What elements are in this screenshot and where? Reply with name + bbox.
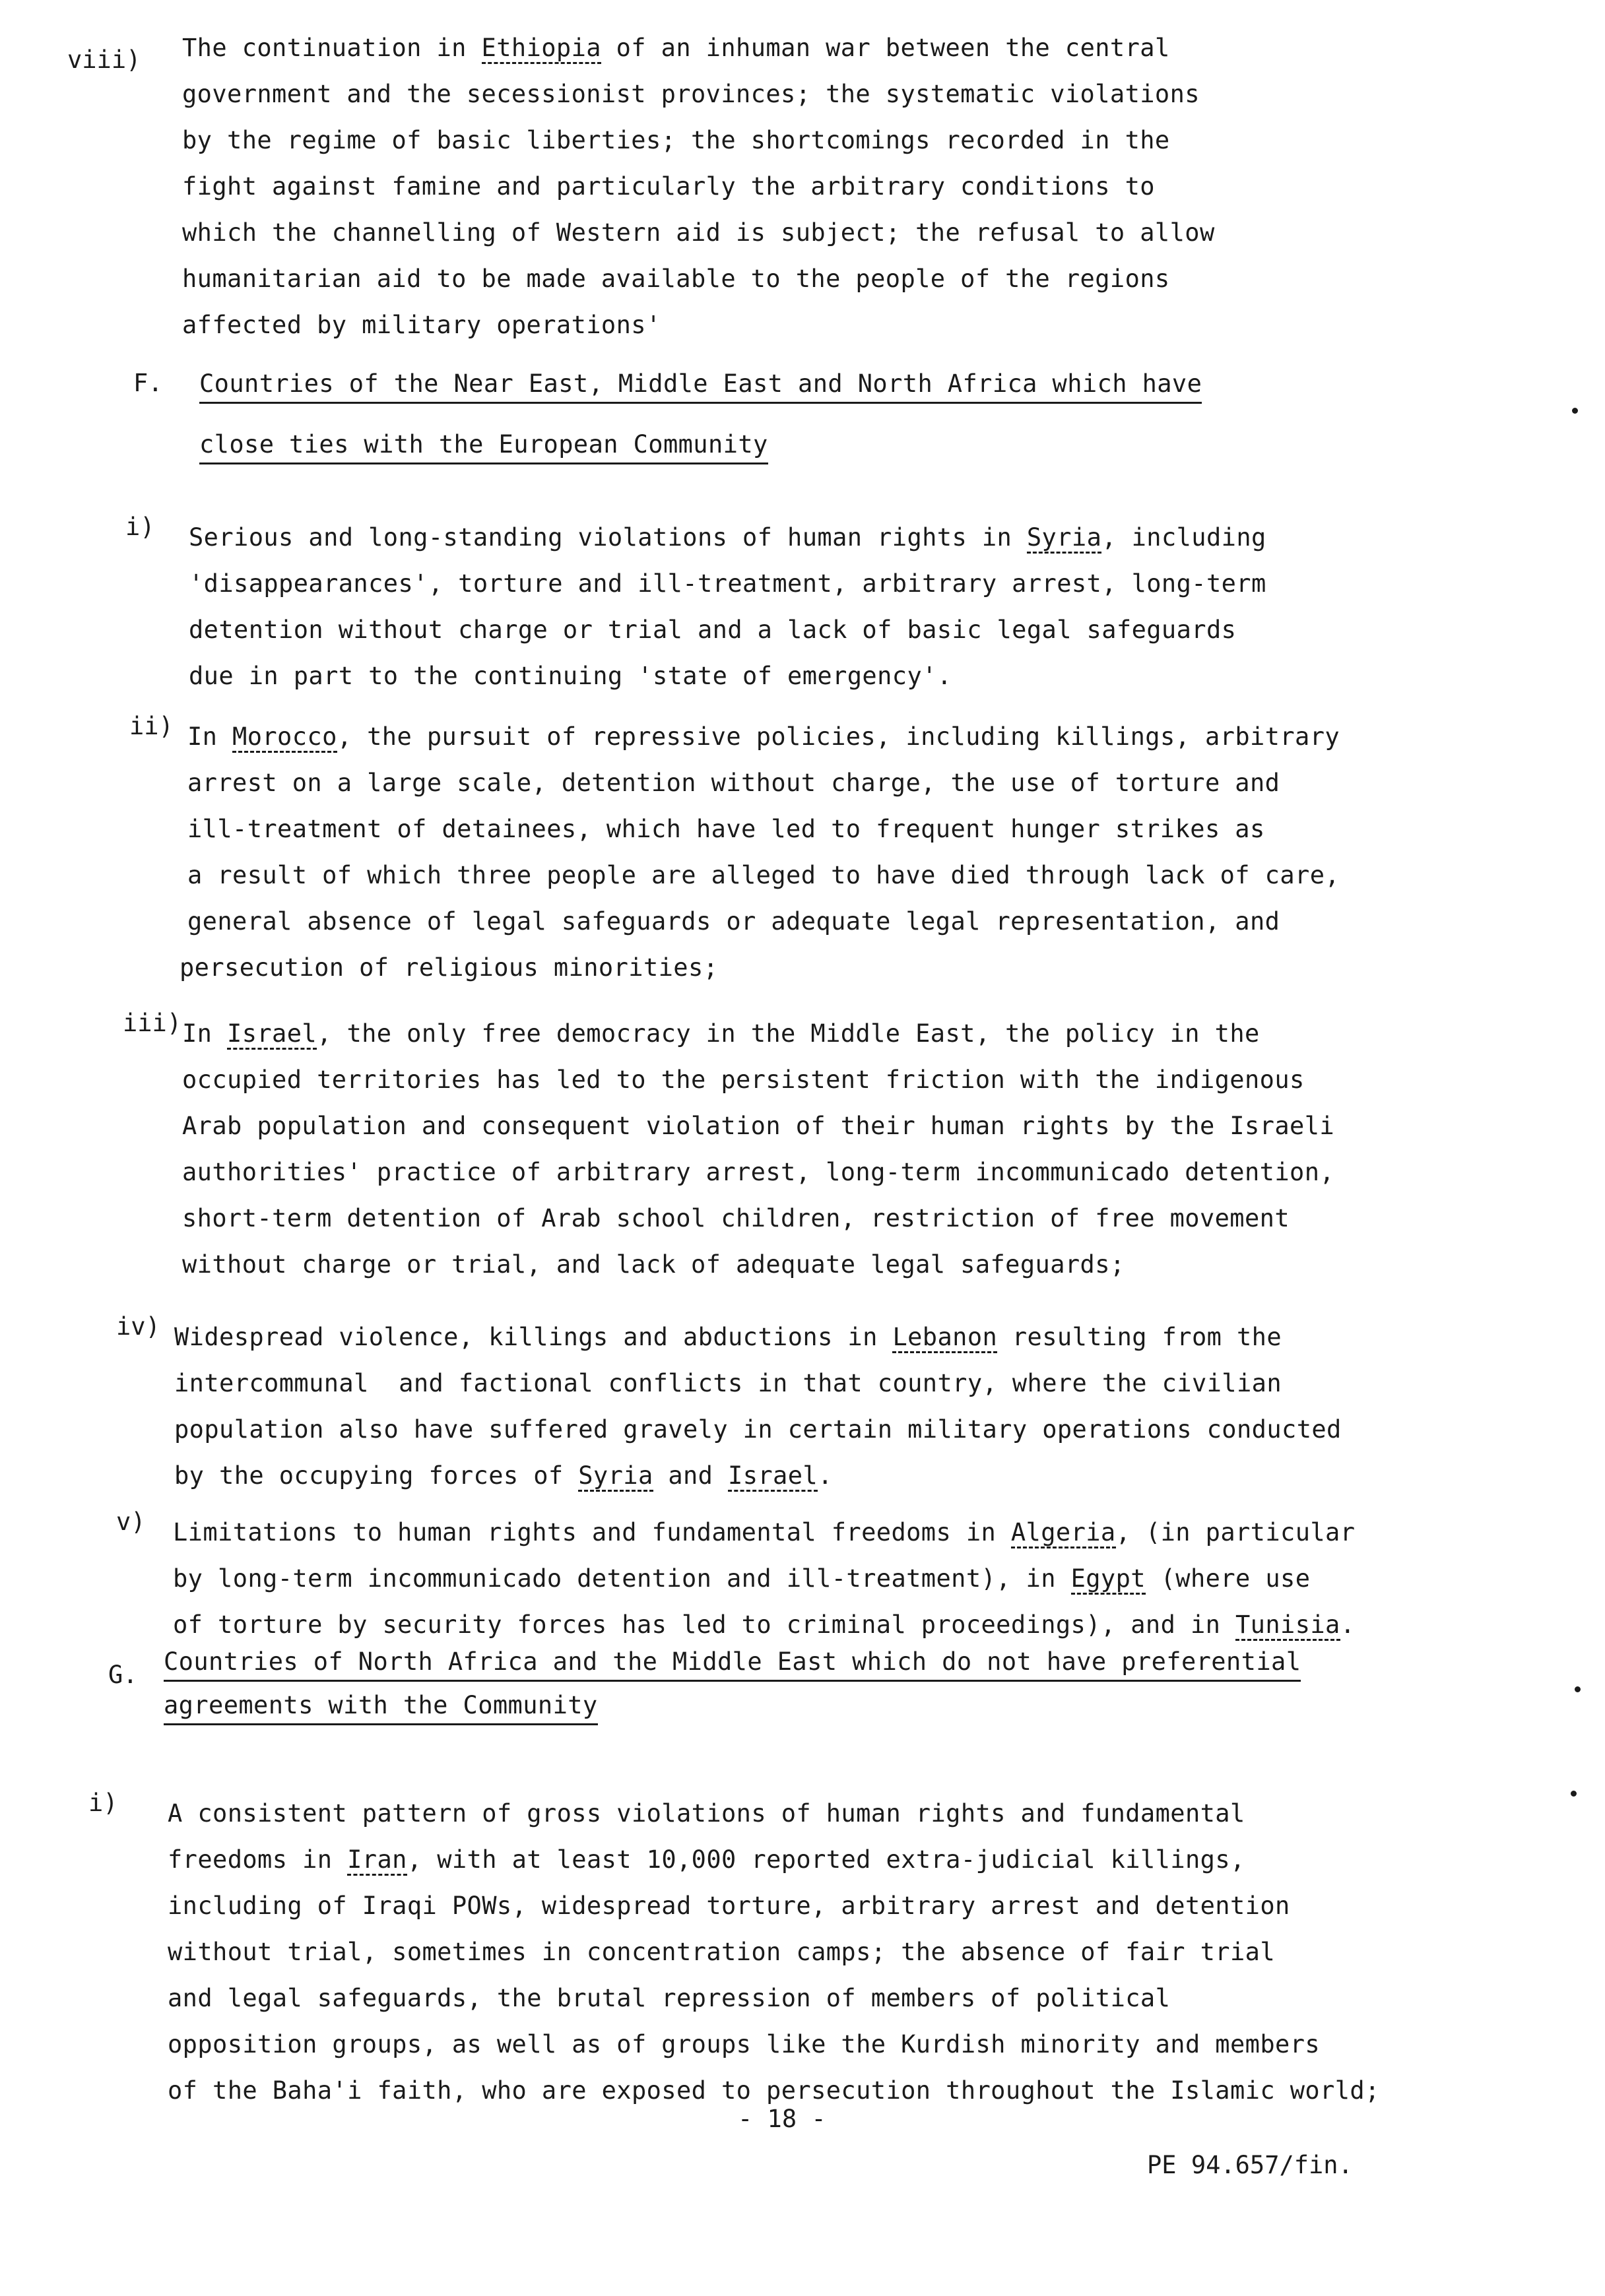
text-line: opposition groups, as well as of groups like the Kurdish minority and members	[168, 2030, 1321, 2058]
paragraph-f-iv	[174, 1314, 1342, 1499]
heading-line: agreements with the Community	[164, 1691, 598, 1725]
text-line: arrest on a large scale, detention without charge, the use of torture and	[187, 769, 1280, 797]
text-line: due in part to the continuing 'state of emergency'.	[189, 662, 952, 690]
item-label-f-v: v)	[116, 1508, 146, 1536]
text-line: including of Iraqi POWs, widespread torture, arbitrary arrest and detention	[168, 1892, 1290, 1920]
text-line: In Israel, the only free democracy in the Middle East, the policy in the	[182, 1011, 1334, 1057]
paragraph-f-iii	[182, 1011, 1334, 1288]
section-label-g: G.	[108, 1661, 138, 1689]
text-line: occupied territories has led to the persistent friction with the indigenous	[182, 1066, 1305, 1094]
text-line: and legal safeguards, the brutal repression of members of political	[168, 1984, 1171, 2012]
text-line: without charge or trial, and lack of adequate legal safeguards;	[182, 1250, 1125, 1279]
text-line: Arab population and consequent violation of their human rights by the Israeli	[182, 1112, 1335, 1140]
text-line: authorities' practice of arbitrary arrest, long-term incommunicado detention,	[182, 1158, 1335, 1186]
text-line: humanitarian aid to be made available to the people of the regions	[182, 265, 1170, 293]
text-line: affected by military operations'	[182, 311, 661, 339]
paragraph-f-i	[189, 515, 1266, 699]
text-line: 'disappearances', torture and ill-treatment, arbitrary arrest, long-term	[189, 569, 1266, 598]
item-label-f-iii: iii)	[123, 1009, 182, 1037]
document-reference: PE 94.657/fin.	[1147, 2151, 1353, 2179]
text-line: Serious and long-standing violations of human rights in Syria, including	[189, 515, 1266, 561]
paragraph-viii	[182, 25, 1215, 348]
text-line: general absence of legal safeguards or adequate legal representation, and	[187, 907, 1280, 936]
item-label-f-i: i)	[125, 513, 155, 541]
text-line: persecution of religious minorities;	[180, 953, 719, 982]
text-line: Limitations to human rights and fundamental freedoms in Algeria, (in particular	[173, 1510, 1355, 1556]
heading-line: Countries of the Near East, Middle East and North Africa which have	[199, 369, 1202, 404]
text-line: a result of which three people are alleged to have died through lack of care,	[187, 861, 1340, 889]
text-line: fight against famine and particularly the arbitrary conditions to	[182, 172, 1155, 201]
text-line: short-term detention of Arab school children, restriction of free movement	[182, 1204, 1290, 1232]
text-line: which the channelling of Western aid is subject; the refusal to allow	[182, 218, 1215, 247]
paragraph-f-v	[173, 1510, 1355, 1648]
item-label-f-iv: iv)	[116, 1312, 160, 1341]
text-line: of torture by security forces has led to criminal proceedings), and in Tunisia.	[173, 1602, 1355, 1648]
text-line: of the Baha'i faith, who are exposed to persecution throughout the Islamic world;	[168, 2076, 1380, 2105]
text-line: by long-term incommunicado detention and ill-treatment), in Egypt (where use	[173, 1556, 1355, 1602]
scan-speck	[1572, 408, 1578, 414]
heading-line: Countries of North Africa and the Middle East which do not have preferential	[164, 1647, 1301, 1682]
paragraph-g-i	[168, 1791, 1380, 2114]
section-label-f: F.	[133, 369, 163, 397]
heading-line: close ties with the European Community	[199, 430, 768, 464]
text-line: government and the secessionist provinces; the systematic violations	[182, 80, 1200, 108]
item-label-viii: viii)	[67, 46, 141, 74]
text-line: A consistent pattern of gross violations of human rights and fundamental	[168, 1799, 1245, 1828]
section-heading-g	[164, 1640, 1301, 1727]
text-line: freedoms in Iran, with at least 10,000 reported extra-judicial killings,	[168, 1837, 1380, 1883]
paragraph-f-ii	[180, 714, 1340, 991]
item-label-f-ii: ii)	[129, 712, 174, 740]
text-line: without trial, sometimes in concentration camps; the absence of fair trial	[168, 1938, 1276, 1966]
page-number: - 18 -	[738, 2105, 826, 2133]
text-line: In Morocco, the pursuit of repressive policies, including killings, arbitrary	[187, 714, 1340, 760]
text-line: ill-treatment of detainees, which have led to frequent hunger strikes as	[187, 815, 1265, 843]
text-line: intercommunal and factional conflicts in that country, where the civilian	[174, 1369, 1282, 1397]
scan-speck	[1571, 1791, 1577, 1797]
text-line: by the regime of basic liberties; the shortcomings recorded in the	[182, 126, 1170, 154]
text-line: population also have suffered gravely in certain military operations conducted	[174, 1415, 1342, 1444]
section-heading-f	[199, 354, 1202, 475]
scan-speck	[1575, 1686, 1581, 1692]
text-line: detention without charge or trial and a lack of basic legal safeguards	[189, 616, 1237, 644]
text-line: by the occupying forces of Syria and Israel.	[174, 1453, 1342, 1499]
text-line: Widespread violence, killings and abductions in Lebanon resulting from the	[174, 1314, 1342, 1360]
text-line: The continuation in Ethiopia of an inhuman war between the central	[182, 25, 1215, 71]
item-label-g-i: i)	[88, 1789, 118, 1817]
